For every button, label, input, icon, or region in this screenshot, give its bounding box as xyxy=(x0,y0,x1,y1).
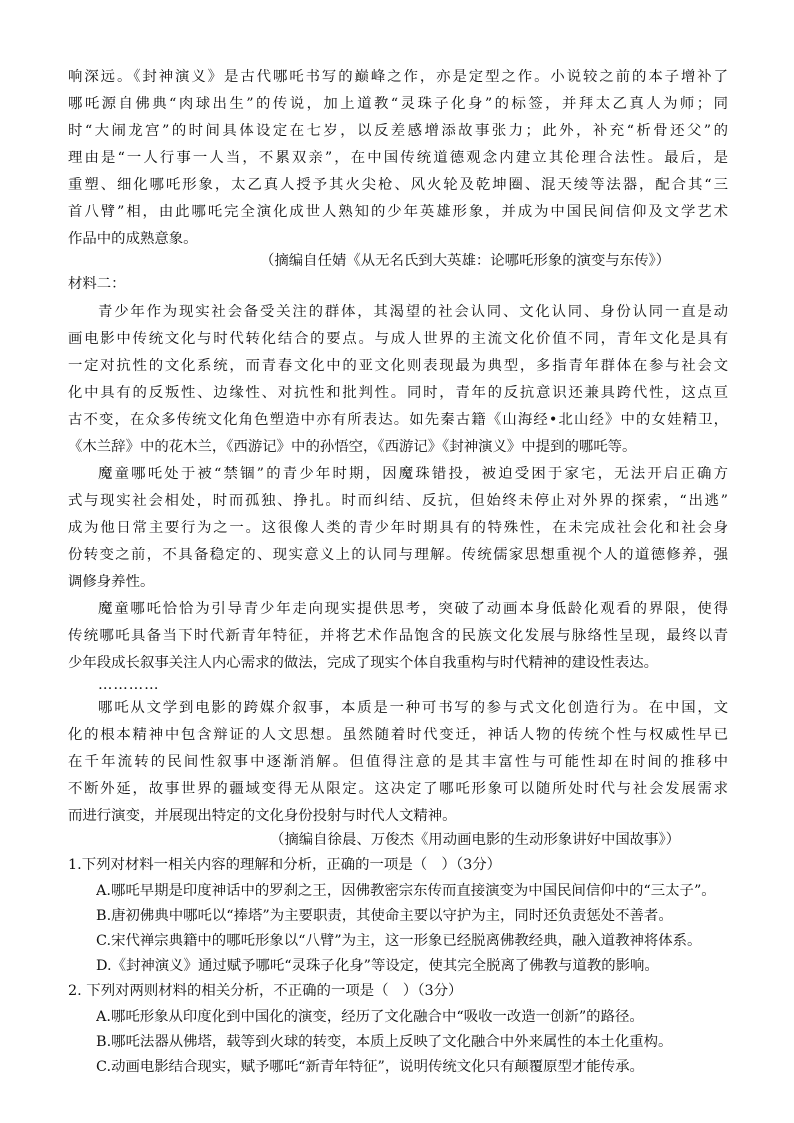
m2-p1-line: 一定对抗性的文化系统，而青春文化中的亚文化则表现最为典型，多指青年群体在参与社会文 xyxy=(68,358,728,374)
q1-option-c: C.宋代禅宗典籍中的哪吒形象以“八臂”为主，这一形象已经脱离佛教经典，融入道教神将体系。 xyxy=(96,933,702,949)
q1-option-d: D.《封神演义》通过赋予哪吒“灵珠子化身”等设定，使其完全脱离了佛教与道教的影响。 xyxy=(96,958,659,974)
m2-ellipsis: ………… xyxy=(98,677,160,693)
q1-option-b: B.唐初佛典中哪吒以“捧塔”为主要职责，其使命主要以守护为主，同时还负责惩处不善者。 xyxy=(96,908,673,924)
m1-line: 理由是“一人行事一人当，不累双亲”，在中国传统道德观念内建立其伦理合法性。最后，是 xyxy=(68,150,728,166)
m2-p1-line: 画电影中传统文化与时代转化结合的要点。与成人世界的主流文化价值不同，青年文化是具有 xyxy=(68,331,728,347)
m1-line: 响深远。《封神演义》是古代哪吒书写的巅峰之作，亦是定型之作。小说较之前的本子增补了 xyxy=(68,69,728,85)
m2-p2-line: 调修身养性。 xyxy=(68,574,155,590)
m2-label: 材料二： xyxy=(68,276,126,292)
m1-line: 哪吒源自佛典“肉球出生”的传说，加上道教“灵珠子化身”的标签，并拜太乙真人为师；同 xyxy=(68,96,728,112)
m2-p4-line: 化的根本精神中包含辩证的人文思想。虽然随着时代变迁，神话人物的传统个性与权威性早已 xyxy=(68,727,728,743)
m2-p3-line: 少年段成长叙事关注人内心需求的做法，完成了现实个体自我重构与时代精神的建设性表达。 xyxy=(68,655,659,671)
m2-p2-line: 魔童哪吒处于被“禁锢”的青少年时期，因魔珠错投，被迫受困于家宅，无法开启正确方 xyxy=(98,466,728,482)
m1-line: 首八臂”相，由此哪吒完全演化成世人熟知的少年英雄形象，并成为中国民间信仰及文学艺术 xyxy=(68,204,728,220)
m2-p4-line: 不断外延，故事世界的疆域变得无从限定。这决定了哪吒形象可以随所处时代与社会发展需求 xyxy=(68,781,728,797)
q1-stem: 1.下列对材料一相关内容的理解和分析，正确的一项是（ ）（3分） xyxy=(68,857,502,873)
m2-p3-line: 传统哪吒具备当下时代新青年特征，并将艺术作品饱含的民族文化发展与脉络性呈现，最终以青 xyxy=(68,628,728,644)
q1-option-a: A.哪吒早期是印度神话中的罗刹之王，因佛教密宗东传而直接演变为中国民间信仰中的“三太子”。 xyxy=(96,883,716,899)
m2-p2-line: 份转变之前，不具备稳定的、现实意义上的认同与理解。传统儒家思想重视个人的道德修养，强 xyxy=(68,547,728,563)
m2-p4-line: 而进行演变，并展现出特定的文化身份投射与时代人文精神。 xyxy=(68,808,457,824)
q2-option-a: A.哪吒形象从印度化到中国化的演变，经历了文化融合中“吸收一改造一创新”的路径。 xyxy=(96,1009,644,1025)
m2-source-citation: （摘编自徐晨、万俊杰《用动画电影的生动形象讲好中国故事》） xyxy=(270,832,681,848)
m1-line: 重塑、细化哪吒形象，太乙真人授予其火尖枪、风火轮及乾坤圈、混天绫等法器，配合其“三 xyxy=(68,177,728,193)
m2-p2-line: 成为他日常主要行为之一。这很像人类的青少年时期具有的特殊性，在未完成社会化和社会身 xyxy=(68,520,728,536)
m2-p4-line: 在千年流转的民间性叙事中逐渐消解。但值得注意的是其丰富性与可能性却在时间的推移中 xyxy=(68,754,728,770)
q2-option-c: C.动画电影结合现实，赋予哪吒“新青年特征”，说明传统文化只有颠覆原型才能传承。 xyxy=(96,1059,644,1075)
m1-line: 时“大闹龙宫”的时间具体设定在七岁，以反差感增添故事张力；此外，补充“析骨还父”的 xyxy=(68,123,728,139)
q2-option-b: B.哪吒法器从佛塔，载等到火球的转变，本质上反映了文化融合中外来属性的本土化重构。 xyxy=(96,1034,673,1050)
m1-line: 作品中的成熟意象。 xyxy=(68,231,198,247)
m2-p1-line: 《木兰辞》中的花木兰，《西游记》中的孙悟空，《西游记》《封神演义》中提到的哪吒等。 xyxy=(68,439,637,455)
m2-p3-line: 魔童哪吒恰恰为引导青少年走向现实提供思考，突破了动画本身低龄化观看的界限，使得 xyxy=(98,601,728,617)
m2-p1-line: 青少年作为现实社会备受关注的群体，其渴望的社会认同、文化认同、身份认同一直是动 xyxy=(98,304,728,320)
m1-source-citation: （摘编自任婧《从无名氏到大英雄：论哪吒形象的演变与东传》） xyxy=(260,253,671,269)
m2-p1-line: 化中具有的反叛性、边缘性、对抗性和批判性。同时，青年的反抗意识还兼具跨代性，这点亘 xyxy=(68,385,728,401)
m2-p4-line: 哪吒从文学到电影的跨媒介叙事，本质是一种可书写的参与式文化创造行为。在中国，文 xyxy=(98,700,728,716)
q2-stem: 2. 下列对两则材料的相关分析，不正确的一项是（ ）（3分） xyxy=(68,983,463,999)
m2-p2-line: 式与现实社会相处，时而孤独、挣扎。时而纠结、反抗，但始终未停止对外界的探索，“出逃” xyxy=(68,493,728,509)
m2-p1-line: 古不变，在众多传统文化角色塑造中亦有所表达。如先秦古籍《山海经•北山经》中的女娃精卫， xyxy=(68,412,728,428)
